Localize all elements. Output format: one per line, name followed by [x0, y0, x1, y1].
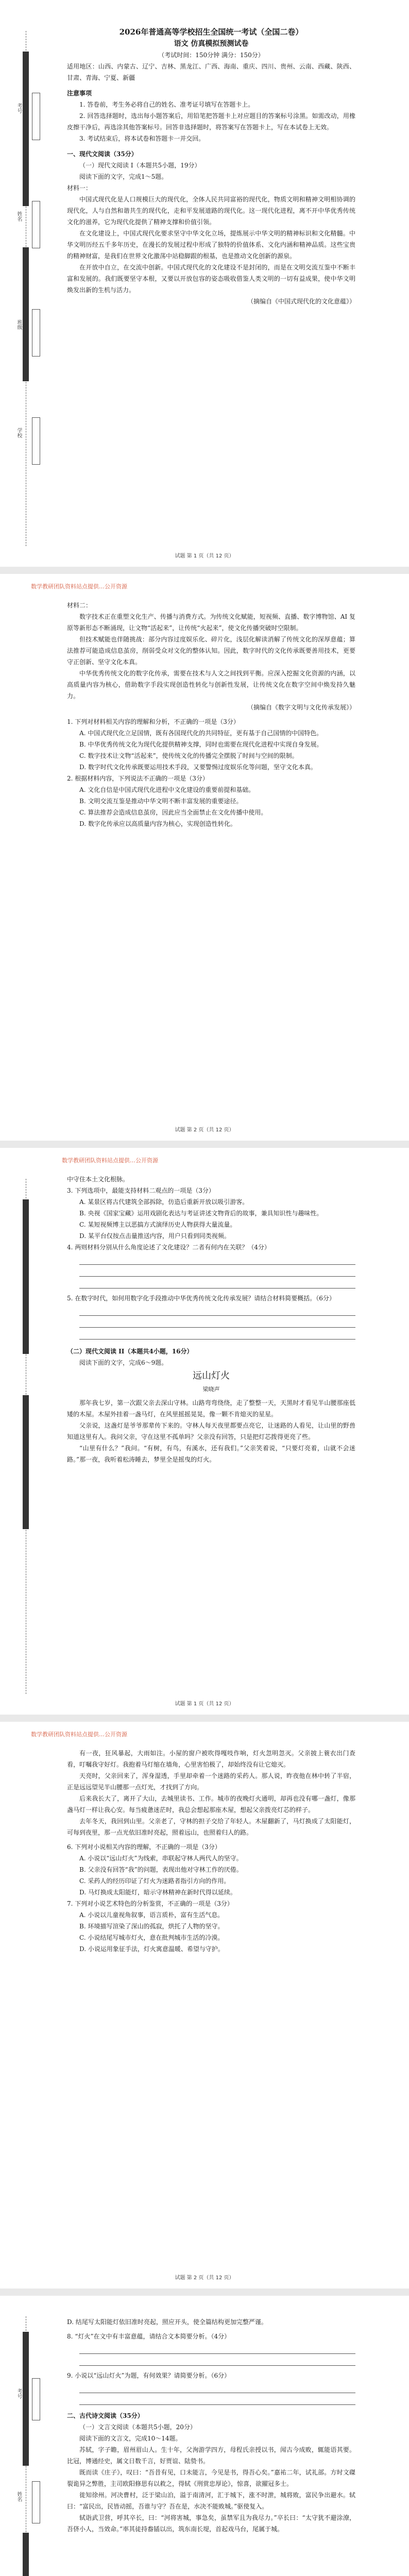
page-2 [0, 574, 409, 1141]
passage-paragraph: 父亲说，这盏灯是爷爷那辈传下来的。守林人每天夜里都要点亮它，让迷路的人看见，让山里的野兽知道这里有人。我问父亲，守在这里不孤单吗？父亲没有回答，只是把灯芯拨得更亮了些。 [67, 1422, 355, 1440]
answer-line[interactable] [79, 1328, 355, 1340]
subsection-heading: （二）现代文阅读 II（本题共4小题，16分） [67, 1348, 193, 1355]
page-footer: 试题 第 2 页（共 12 页） [175, 2275, 234, 2281]
question-4: 4. 两则材料分别从什么角度论述了文化建设？二者有何内在关联？（4分） [67, 1244, 270, 1251]
option: D. 某平台仅按点击量推送内容，用户只看到同类视频。 [79, 1232, 230, 1240]
question-2: 2. 根据材料内容，下列说法不正确的一项是（3分） [67, 775, 209, 782]
exam-subtitle: 语文 仿真模拟预测试卷 [174, 40, 249, 48]
binding-label: 考号 [16, 2388, 22, 2399]
section-heading: 一、现代文阅读（35分） [67, 150, 138, 158]
passage-paragraph: 中国式现代化是人口规模巨大的现代化，全体人民共同富裕的现代化，物质文明和精神文明相协调的现代化，人与自然和谐共生的现代化，走和平发展道路的现代化。这一现代化进程，离不开中华优秀传统文化的滋养，它为现代化提供了精神支撑和价值引领。 [67, 196, 355, 226]
passage-paragraph: “山里有什么？”我问。“有树，有鸟，有溪水，还有我们。”父亲笑着说，“只要灯亮着，山就不会迷路。”那一夜，我听着松涛睡去，梦里全是摇曳的灯火。 [67, 1445, 355, 1463]
question-9: 9. 小说以“远山灯火”为题，有何效果？请简要分析。（6分） [67, 2372, 231, 2379]
binding-field-box [32, 2481, 40, 2523]
answer-line[interactable] [79, 2393, 355, 2405]
page-separator [0, 1141, 409, 1148]
binding-field-box [32, 93, 40, 140]
binding-label: 班级 [16, 319, 22, 330]
option: D. 数字化传承应以高质量内容为核心，实现创造性转化。 [79, 820, 236, 827]
page-footer: 试题 第 1 页（共 12 页） [175, 553, 234, 559]
passage-paragraph: 在开放中自立，在交流中创新。中国式现代化的文化建设不是封闭的，而是在文明交流互鉴中不断丰富和发展的。我们既要坚守本根，又要以开放包容的姿态吸收借鉴人类文明的一切有益成果，使中华文明焕发出新的生机与活力。 [67, 264, 355, 294]
binding-field-box [32, 309, 40, 357]
passage-paragraph: 既而读《庄子》，叹曰：“吾昔有见，口未能言，今见是书，得吾心矣。”嘉祐二年，试礼部。方时文磔裂诡异之弊胜，主司欧阳修思有以救之，得轼《刑赏忠厚论》，惊喜，欲擢冠多士。 [67, 2469, 355, 2487]
option: B. 环境描写渲染了深山的孤寂，烘托了人物的坚守。 [79, 1923, 224, 1930]
page-4-content [67, 1748, 355, 1955]
watermark-text: 数学教研团队资料站点提供…公开资源 [31, 1731, 127, 1738]
option: B. 文明交流互鉴是推动中华文明不断丰富发展的重要途径。 [79, 798, 243, 805]
page-2-content [67, 600, 355, 829]
option: B. 中华优秀传统文化为现代化提供精神支撑，同时也需要在现代化进程中实现自身发展。 [79, 741, 323, 748]
option: C. 采药人的经历印证了灯火为迷路者指引方向的作用。 [79, 1877, 230, 1885]
page-separator [0, 2289, 409, 2296]
binding-bar [23, 2332, 29, 2466]
binding-field-box [32, 201, 40, 248]
page-5-content [67, 2316, 355, 2535]
question-5: 5. 在数字时代，如何用数字化手段推动中华优秀传统文化传承发展？请结合材料简要概括。（6分） [67, 1295, 335, 1302]
binding-field-box [32, 417, 40, 465]
question-1: 1. 下列对材料相关内容的理解和分析，不正确的一项是（3分） [67, 718, 240, 725]
option: A. 文化自信是中国式现代化进程中文化建设的重要前提和基础。 [79, 786, 255, 793]
option: C. 数字技术让文物“活起来”，使传统文化的传播完全摆脱了时间与空间的限制。 [79, 752, 298, 759]
option: A. 小说以儿童视角叙事，语言质朴，富有生活气息。 [79, 1911, 224, 1919]
binding-label: 姓名 [16, 211, 22, 222]
option: C. 某短视频博主以恶搞方式演绎历史人物获得大量流量。 [79, 1221, 236, 1228]
page-1-content [67, 26, 355, 307]
section-heading: 二、古代诗文阅读（35分） [67, 2412, 144, 2419]
option: B. 央视《国家宝藏》运用戏剧化表达与考证讲述文物背后的故事，兼具知识性与趣味性。 [79, 1210, 323, 1217]
notes-title: 注意事项 [67, 90, 92, 97]
question-3: 3. 下列选项中，最能支持材料二观点的一项是（3分） [67, 1187, 215, 1194]
passage-paragraph: 轼诣武卫营，呼其卒长，曰：“河将害城，事急矣，虽禁军且为我尽力。”卒长曰：“太守犹不避涂潦，吾侪小人，当效命。”率其徒持畚锸以出，筑东南长堤，首起戏马台，尾属于城。 [67, 2514, 355, 2533]
question-8: 8. “灯火”在文中有丰富意蕴，请结合文本简要分析。（4分） [67, 2333, 231, 2340]
page-footer: 试题 第 1 页（共 12 页） [175, 1701, 234, 1707]
binding-bar [23, 1199, 29, 1354]
watermark-text: 数学教研团队资料站点提供…公开资源 [31, 583, 127, 590]
material-label: 材料一： [67, 184, 92, 192]
passage-paragraph: 那年我七岁，第一次跟父亲去深山守林。山路弯弯绕绕，走了整整一天，天黑时才看见半山腰那座低矮的木屋。木屋外挂着一盏马灯，在风里摇摇晃晃，像一颗不肯熄灭的星星。 [67, 1399, 355, 1418]
passage-paragraph: 在文化建设上，中国式现代化要求坚守中华文化立场，提炼展示中华文明的精神标识和文化精髓。中华文明历经五千多年历史，在漫长的发展过程中形成了独特的价值体系、文化内涵和精神品质。这些宝贵的精神财富，是我们在世界文化激荡中站稳脚跟的根基，也是推动文化创新的源泉。 [67, 230, 355, 260]
page-3 [0, 1148, 409, 1715]
subsection-hint: 阅读下面的文字，完成1～5题。 [79, 173, 168, 180]
material-label: 材料二： [67, 602, 92, 609]
question-7: 7. 下列对小说艺术特色的分析鉴赏，不正确的一项是（3分） [67, 1900, 233, 1907]
continued-text: 中守住本土文化根脉。 [67, 1176, 129, 1183]
option: A. 某景区将古代建筑全部拆除，仿造后重新开放以吸引游客。 [79, 1198, 249, 1206]
note-item: 2. 回答选择题时，选出每小题答案后，用铅笔把答题卡上对应题目的答案标号涂黑。如需改动，用橡皮擦干净后，再选涂其他答案标号。回答非选择题时，将答案写在答题卡上，写在本试卷上无效。 [67, 112, 355, 131]
answer-line[interactable] [79, 1265, 355, 1277]
option: C. 算法推荐会造成信息茧房，因此应当全面禁止在文化传播中使用。 [79, 809, 267, 816]
page-3-content [67, 1174, 355, 1465]
option: D. 马灯换成太阳能灯，暗示守林精神在新时代得以延续。 [79, 1889, 236, 1896]
exam-title: 2026年普通高等学校招生全国统一考试（全国二卷） [119, 27, 303, 37]
binding-label: 学校 [16, 428, 22, 438]
subsection-heading: （一）现代文阅读 I（本题共5小题，19分） [79, 162, 201, 169]
page-5 [0, 2296, 409, 2576]
answer-line[interactable] [79, 2342, 355, 2354]
page-footer: 试题 第 2 页（共 12 页） [175, 1127, 234, 1133]
story-title: 远山灯火 [193, 1370, 230, 1381]
subsection-heading: （一）文言文阅读（本题共5小题，20分） [79, 2424, 196, 2431]
option: B. 父亲没有回答“我”的问题，表现出他对守林工作的厌倦。 [79, 1866, 243, 1873]
watermark-text: 数学教研团队资料站点提供…公开资源 [62, 1157, 158, 1164]
answer-line[interactable] [79, 1316, 355, 1328]
page-separator [0, 567, 409, 574]
passage-paragraph: 天亮时，父亲回来了，浑身湿透，手里却牵着一个迷路的采药人。那人说，昨夜他在林中转了半宿，正是远远望见半山腰那一点灯光，才找到了方向。 [67, 1772, 355, 1791]
note-item: 1. 答卷前，考生务必将自己的姓名、准考证号填写在答题卡上。 [79, 101, 254, 108]
passage-paragraph: 数字技术正在重塑文化生产、传播与消费方式。为传统文化赋能，短视频、直播、数字博物馆、AI 复原等新形态不断涌现，让文物“活起来”，让传统“火起来”，使文化传播突破时空限制。 [67, 613, 355, 632]
passage-paragraph: 但技术赋能也伴随挑战：部分内容过度娱乐化、碎片化，浅层化解读消解了传统文化的深厚意蕴；算法推荐可能造成信息茧房，削弱受众对文化的整体认知。因此，数字时代的文化传承既要善用技术，更要守正创新、坚守文化本真。 [67, 636, 355, 666]
passage-paragraph: 徙知徐州。河决曹村，泛于梁山泊，溢于南清河，汇于城下，涨不时泄，城将败，富民争出避水。轼曰：“富民出，民皆动摇，吾谁与守？吾在是，水决不能败城。”驱使复入。 [67, 2492, 355, 2510]
option: A. 小说以“远山灯火”为线索，串联起守林人两代人的坚守。 [79, 1855, 243, 1862]
source-note: （摘编自《数字文明与文化传承发展》） [247, 704, 355, 711]
binding-strip [14, 2316, 37, 2576]
passage-paragraph: 后来我长大了，离开了大山，去城里读书、工作。城市的夜晚灯火通明，却再也没有哪一盏灯，像那盏马灯一样让我心安。每当疲惫迷茫时，我总会想起那座木屋，想起父亲拨亮灯芯的样子。 [67, 1795, 355, 1814]
page-separator [0, 1715, 409, 1722]
binding-bar [23, 247, 29, 381]
binding-bar [23, 52, 29, 206]
question-6: 6. 下列对小说相关内容的理解，不正确的一项是（3分） [67, 1843, 221, 1851]
page-4 [0, 1722, 409, 2289]
binding-strip [14, 31, 37, 546]
passage-paragraph: 中华优秀传统文化的数字化传承，需要在技术与人文之间找到平衡。应深入挖掘文化资源的内涵，以高质量内容为核心，借助数字手段实现创造性转化与创新性发展，让传统文化在数字空间中焕发持久魅力。 [67, 670, 355, 700]
source-note: （摘编自《中国式现代化的文化意蕴》） [247, 298, 355, 305]
answer-line[interactable] [79, 1304, 355, 1316]
option: D. 数字时代文化传承既要运用技术手段，又要警惕过度娱乐化等问题，坚守文化本真。 [79, 764, 317, 771]
exam-regions: 适用地区：山西、内蒙古、辽宁、吉林、黑龙江、广西、海南、重庆、四川、贵州、云南、西藏、陕西、甘肃、青海、宁夏、新疆 [67, 63, 355, 81]
answer-line[interactable] [79, 2381, 355, 2393]
option: D. 小说运用象征手法，灯火寓意温暖、希望与守护。 [79, 1945, 224, 1953]
passage-paragraph: 去年冬天，我回到山里。父亲老了，守林的担子交给了年轻人。木屋翻新了，马灯换成了太阳能灯，可每到夜里，那一点光依旧准时亮起，照着远山，也照着归人的路。 [67, 1818, 355, 1836]
note-item: 3. 考试结束后，将本试卷和答题卡一并交回。 [79, 135, 205, 142]
answer-line[interactable] [79, 1253, 355, 1265]
story-author: 梁晓声 [202, 1386, 220, 1393]
passage-paragraph: 有一夜，狂风暴起，大雨如注。小屋的窗户被吹得嘎吱作响，灯火忽明忽灭。父亲披上蓑衣出门查看，叮嘱我守好灯。我抱着马灯缩在墙角，心里害怕极了，却始终没有让它熄灭。 [67, 1750, 355, 1768]
passage-paragraph: 苏轼，字子瞻，眉州眉山人。生十年，父洵游学四方，母程氏亲授以书，闻古今成败，辄能语其要。比冠，博通经史，属文日数千言，好贾谊、陆贽书。 [67, 2446, 355, 2465]
option: C. 小说结尾写城市灯火，意在批判城市生活的冷漠。 [79, 1934, 224, 1941]
subsection-hint: 阅读下面的文字，完成6～9题。 [79, 1359, 168, 1366]
binding-label: 考号 [16, 103, 22, 113]
binding-label: 姓名 [16, 2492, 22, 2502]
binding-bar [23, 1395, 29, 1529]
binding-strip [14, 1179, 37, 1694]
binding-bar [23, 2533, 29, 2576]
answer-line[interactable] [79, 1277, 355, 1289]
binding-field-box [32, 2378, 40, 2420]
page-1 [0, 0, 409, 567]
answer-line[interactable] [79, 2354, 355, 2366]
option: D. 结尾写太阳能灯依旧准时亮起，照应开头，使全篇结构更加完整严谨。 [67, 2318, 267, 2326]
exam-meta: （考试时间：150分钟 满分：150分） [158, 52, 264, 59]
option: A. 中国式现代化立足国情，既有各国现代化的共同特征，更有基于自己国情的中国特色。 [79, 730, 323, 737]
subsection-hint: 阅读下面的文言文，完成10～14题。 [79, 2435, 182, 2442]
